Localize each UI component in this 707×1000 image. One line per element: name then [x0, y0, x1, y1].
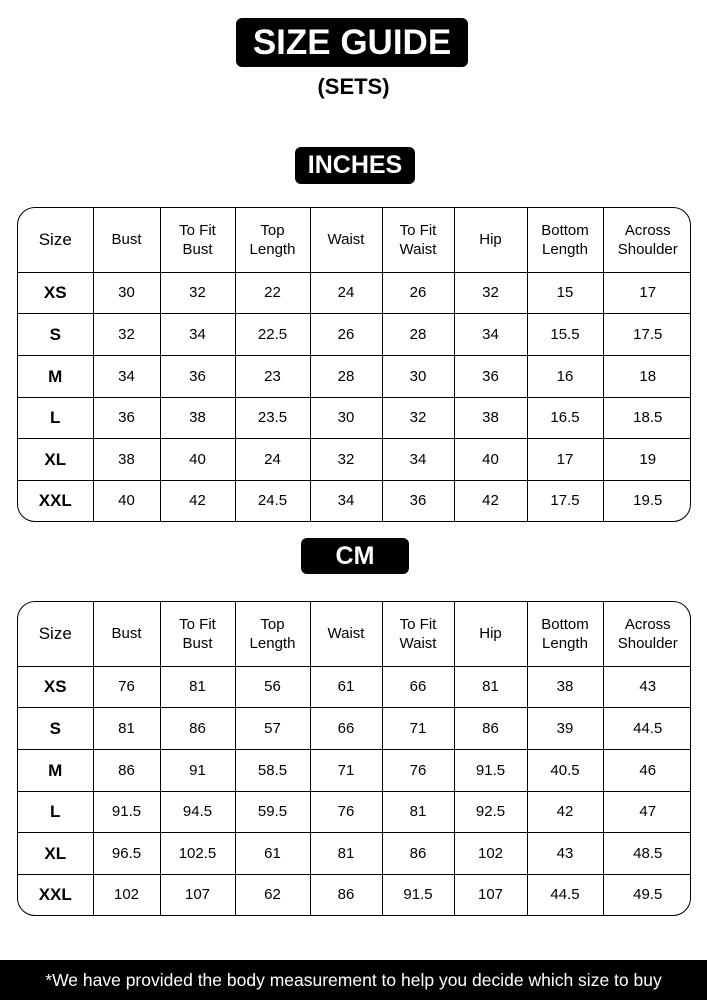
- measurement-cell: 49.5: [633, 886, 663, 904]
- measurement-cell: 86: [310, 874, 382, 915]
- measurement-cell: 36: [454, 355, 527, 397]
- measurement-cell: 76: [382, 749, 454, 791]
- measurement-cell: 42: [454, 480, 527, 521]
- measurement-cell: 34: [310, 480, 382, 521]
- measurement-cell: 61: [235, 833, 310, 875]
- measurement-cell: 81: [382, 791, 454, 833]
- measurement-cell: 38: [454, 397, 527, 439]
- table-row: [18, 314, 691, 356]
- measurement-cell: 15: [527, 272, 603, 314]
- measurement-cell: 86: [382, 833, 454, 875]
- measurement-cell: 86: [454, 708, 527, 750]
- column-header: Bottom Length: [527, 208, 603, 272]
- size-label: L: [18, 791, 93, 833]
- column-header: To Fit Waist: [382, 208, 454, 272]
- measurement-cell: 86: [160, 708, 235, 750]
- column-header: Waist: [310, 602, 382, 666]
- measurement-cell: 38: [160, 397, 235, 439]
- column-header: Bust: [93, 602, 160, 666]
- measurement-cell: 34: [382, 439, 454, 481]
- table-row: [18, 355, 691, 397]
- table-row: [18, 791, 691, 833]
- measurement-cell: 17: [603, 272, 691, 314]
- measurement-cell: 22.5: [235, 314, 310, 356]
- measurement-cell: 44.5: [527, 874, 603, 915]
- column-header: Top Length: [235, 602, 310, 666]
- table-row: [18, 666, 691, 708]
- column-header: Hip: [454, 602, 527, 666]
- measurement-cell: 96.5: [93, 833, 160, 875]
- cm-section-label: CM: [301, 538, 409, 574]
- column-header: Size: [18, 602, 93, 666]
- measurement-cell: 32: [93, 314, 160, 356]
- page-title: SIZE GUIDE: [236, 18, 468, 67]
- measurement-cell: 18: [603, 355, 691, 397]
- table-row: [18, 397, 691, 439]
- measurement-cell: 34: [454, 314, 527, 356]
- measurement-cell: 38: [527, 666, 603, 708]
- column-header: To Fit Waist: [382, 602, 454, 666]
- measurement-cell: 24: [310, 272, 382, 314]
- measurement-cell: 71: [382, 708, 454, 750]
- column-header: To Fit Bust: [160, 602, 235, 666]
- measurement-cell: 40.5: [527, 749, 603, 791]
- measurement-cell: 34: [93, 355, 160, 397]
- measurement-cell: 17.5: [527, 480, 603, 521]
- measurement-cell: 26: [382, 272, 454, 314]
- measurement-cell: 81: [93, 708, 160, 750]
- measurement-cell: 102: [454, 833, 527, 875]
- measurement-cell: 23.5: [235, 397, 310, 439]
- measurement-cell: 91.5: [454, 749, 527, 791]
- inches-section-label: INCHES: [295, 147, 415, 184]
- measurement-cell: 32: [310, 439, 382, 481]
- size-label: S: [18, 708, 93, 750]
- measurement-cell: 39: [527, 708, 603, 750]
- measurement-cell: 46: [603, 749, 691, 791]
- measurement-cell: 38: [93, 439, 160, 481]
- measurement-cell: 57: [235, 708, 310, 750]
- measurement-cell: 28: [382, 314, 454, 356]
- measurement-cell: 15.5: [527, 314, 603, 356]
- measurement-cell: 16.5: [527, 397, 603, 439]
- measurement-cell: 94.5: [160, 791, 235, 833]
- measurement-cell: 59.5: [235, 791, 310, 833]
- size-label: XL: [18, 439, 93, 481]
- measurement-cell: 81: [454, 666, 527, 708]
- table-row: [18, 439, 691, 481]
- size-label: L: [18, 397, 93, 439]
- size-label: XXL: [18, 480, 93, 521]
- measurement-cell: 81: [310, 833, 382, 875]
- measurement-cell: 107: [454, 874, 527, 915]
- measurement-cell: 40: [93, 480, 160, 521]
- size-label: XXL: [18, 874, 93, 915]
- table-header-row: [18, 208, 691, 272]
- page-subtitle: (SETS): [317, 74, 390, 99]
- size-label: S: [18, 314, 93, 356]
- column-header: Hip: [454, 208, 527, 272]
- measurement-cell: 91.5: [382, 874, 454, 915]
- measurement-cell: 91.5: [93, 791, 160, 833]
- measurement-cell: 102.5: [160, 833, 235, 875]
- column-header: Top Length: [235, 208, 310, 272]
- measurement-cell: 19.5: [633, 492, 663, 510]
- table-row: [18, 272, 691, 314]
- measurement-cell: 30: [382, 355, 454, 397]
- measurement-cell: 18.5: [603, 397, 691, 439]
- column-header: Across Shoulder: [603, 208, 691, 272]
- measurement-cell: 86: [93, 749, 160, 791]
- measurement-cell: 81: [160, 666, 235, 708]
- measurement-cell: 24: [235, 439, 310, 481]
- column-header: Waist: [310, 208, 382, 272]
- measurement-cell: 40: [454, 439, 527, 481]
- measurement-cell: 92.5: [454, 791, 527, 833]
- measurement-cell: 66: [382, 666, 454, 708]
- table-row: [18, 708, 691, 750]
- measurement-cell: 36: [160, 355, 235, 397]
- measurement-cell: 32: [382, 397, 454, 439]
- cm-size-table: [17, 601, 691, 916]
- measurement-cell: 17: [527, 439, 603, 481]
- footer-note: *We have provided the body measurement to help you decide which size to buy: [0, 960, 707, 1000]
- measurement-cell: 42: [527, 791, 603, 833]
- measurement-cell: 26: [310, 314, 382, 356]
- measurement-cell: 42: [160, 480, 235, 521]
- measurement-cell: 36: [93, 397, 160, 439]
- measurement-cell: 19: [603, 439, 691, 481]
- measurement-cell: 48.5: [603, 833, 691, 875]
- measurement-cell: 36: [382, 480, 454, 521]
- measurement-cell: 22: [235, 272, 310, 314]
- size-label: XS: [18, 272, 93, 314]
- measurement-cell: 47: [603, 791, 691, 833]
- measurement-cell: 58.5: [235, 749, 310, 791]
- inches-size-table: [17, 207, 691, 522]
- size-label: M: [18, 355, 93, 397]
- measurement-cell: 40: [160, 439, 235, 481]
- measurement-cell: 28: [310, 355, 382, 397]
- measurement-cell: 107: [160, 874, 235, 915]
- table-row: [18, 833, 691, 875]
- measurement-cell: 24.5: [235, 480, 310, 521]
- column-header: To Fit Bust: [160, 208, 235, 272]
- measurement-cell: 32: [454, 272, 527, 314]
- measurement-cell: 43: [527, 833, 603, 875]
- measurement-cell: 71: [310, 749, 382, 791]
- measurement-cell: 76: [310, 791, 382, 833]
- table-row: [18, 874, 691, 915]
- size-label: XL: [18, 833, 93, 875]
- column-header: Bust: [93, 208, 160, 272]
- measurement-cell: 30: [93, 272, 160, 314]
- measurement-cell: 34: [160, 314, 235, 356]
- measurement-cell: 44.5: [603, 708, 691, 750]
- measurement-cell: 66: [310, 708, 382, 750]
- measurement-cell: 91: [160, 749, 235, 791]
- measurement-cell: 102: [93, 874, 160, 915]
- measurement-cell: 56: [235, 666, 310, 708]
- measurement-cell: 17.5: [603, 314, 691, 356]
- table-header-row: [18, 602, 691, 666]
- measurement-cell: 23: [235, 355, 310, 397]
- column-header: Bottom Length: [527, 602, 603, 666]
- measurement-cell: 32: [160, 272, 235, 314]
- measurement-cell: 43: [603, 666, 691, 708]
- measurement-cell: 61: [310, 666, 382, 708]
- measurement-cell: 30: [310, 397, 382, 439]
- table-row: [18, 480, 691, 521]
- table-row: [18, 749, 691, 791]
- column-header: Size: [18, 208, 93, 272]
- size-label: M: [18, 749, 93, 791]
- measurement-cell: 16: [527, 355, 603, 397]
- column-header: Across Shoulder: [603, 602, 691, 666]
- measurement-cell: 76: [93, 666, 160, 708]
- measurement-cell: 62: [235, 874, 310, 915]
- size-label: XS: [18, 666, 93, 708]
